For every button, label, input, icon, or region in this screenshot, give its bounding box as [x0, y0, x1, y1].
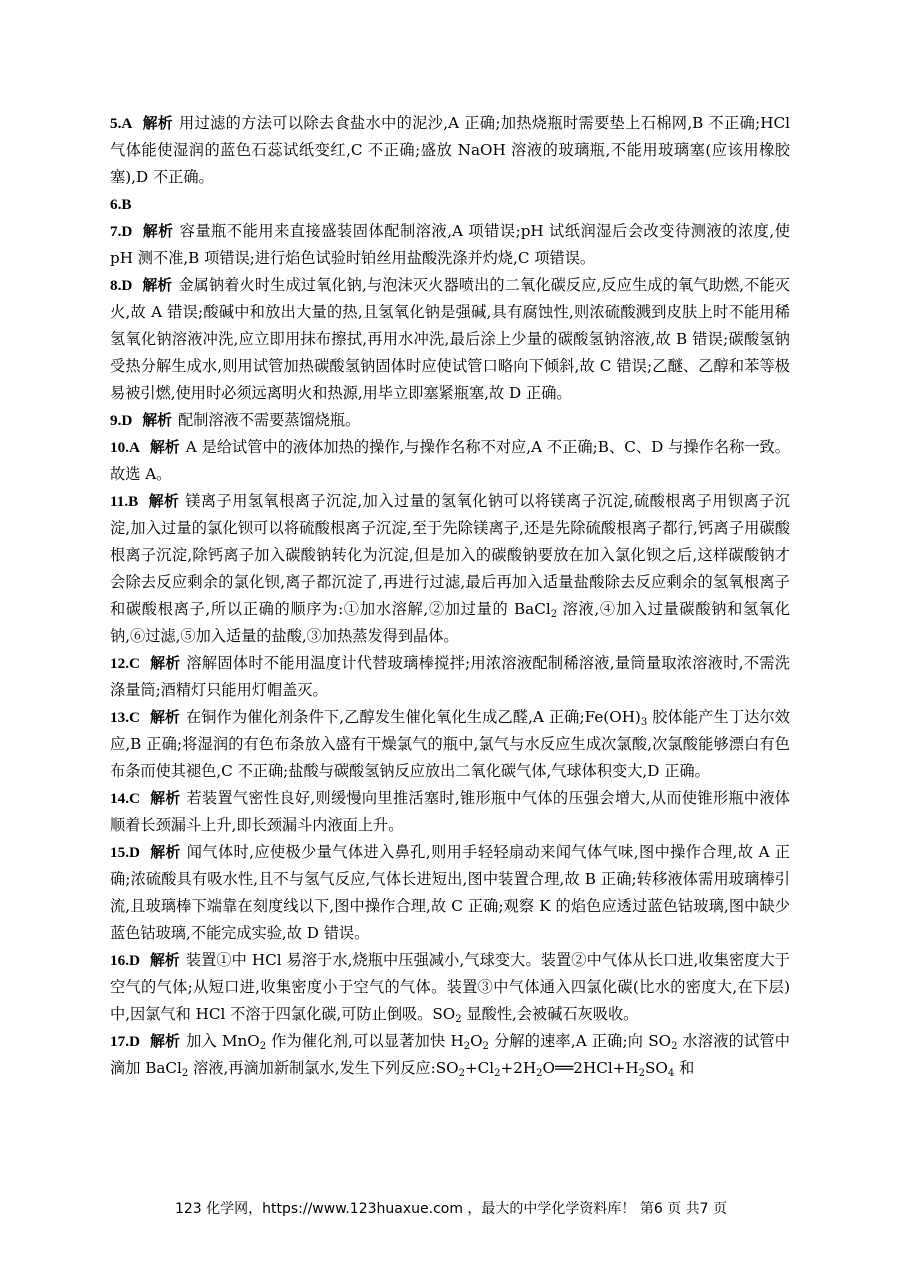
analysis-label: 解析	[148, 493, 180, 510]
subscript: 2	[638, 1068, 646, 1079]
subscript: 2	[463, 1041, 471, 1052]
page-footer	[0, 1198, 902, 1218]
subscript: 2	[671, 1041, 678, 1052]
analysis-label: 解析	[142, 115, 174, 132]
analysis-label: 解析	[149, 952, 180, 969]
answer-text: 作为催化剂,可以显著加快 H	[266, 1032, 464, 1050]
answer-8	[110, 272, 790, 407]
answer-text: 用过滤的方法可以除去食盐水中的泥沙,A 正确;加热烧瓶时需要垫上石棉网,B 不正确;HCl 气体能使湿润的蓝色石蕊试纸变红,C 不正确;盛放 NaOH 溶液的玻璃瓶,不能用玻璃塞(应该用橡胶塞),D 不正确。	[110, 114, 790, 186]
answer-number: 14.C	[110, 790, 140, 807]
answer-number: 9.D	[110, 412, 133, 429]
answer-16	[110, 947, 790, 1028]
answer-text: 配制溶液不需要蒸馏烧瓶。	[177, 411, 361, 429]
answer-text: +Cl	[464, 1059, 495, 1077]
answer-text: 溶液,④加入过量碳酸钠和氢氧化钠,⑥过滤,⑤加入适量的盐酸,③加热蒸发得到晶体。	[110, 600, 790, 645]
footer-text: 123 化学网，https://www.123huaxue.com ，最大的中学化学资料库！ 第6 页 共7 页	[174, 1201, 728, 1217]
answer-number: 5.A	[110, 115, 133, 132]
analysis-label: 解析	[149, 790, 181, 807]
analysis-label: 解析	[142, 412, 172, 429]
analysis-label: 解析	[149, 1033, 181, 1050]
answer-17	[110, 1028, 790, 1082]
answer-10	[110, 434, 790, 488]
analysis-label: 解析	[149, 709, 180, 726]
answer-text: 若装置气密性良好,则缓慢向里推活塞时,锥形瓶中气体的压强会增大,从而使锥形瓶中液体顺着长颈漏斗上升,即长颈漏斗内液面上升。	[110, 789, 790, 834]
answer-text: 溶液,再滴加新制氯水,发生下列反应:SO	[188, 1059, 459, 1077]
answer-14	[110, 785, 790, 839]
answer-text: O	[470, 1032, 483, 1050]
answer-text: 和	[674, 1059, 695, 1077]
subscript: 2	[494, 1068, 501, 1079]
answer-6	[110, 191, 790, 218]
subscript: 2	[455, 1014, 462, 1025]
subscript: 4	[667, 1068, 675, 1079]
answer-text: 水溶液的试管中滴加 BaCl	[110, 1032, 790, 1077]
answer-number: 12.C	[110, 655, 140, 672]
answer-text: 金属钠着火时生成过氧化钠,与泡沫灭火器喷出的二氧化碳反应,反应生成的氧气助燃,不能灭火,故 A 错误;酸碱中和放出大量的热,且氢氧化钠是强碱,具有腐蚀性,则浓硫酸溅到皮肤上时不能用稀氢氧化钠溶液冲洗,应立即用抹布擦拭,再用水冲洗,最后涂上少量的碳酸氢钠溶液,故 B 错误;碳酸氢钠受热分解生成水,则用试管加热碳酸氢钠固体时应使试管口略向下倾斜,故 C 错误;乙醚、乙醇和苯等极易被引燃,使用时必须远离明火和热源,用毕立即塞紧瓶塞,故 D 正确。	[110, 276, 790, 402]
subscript: 2	[458, 1068, 465, 1079]
answer-text: 镁离子用氢氧根离子沉淀,加入过量的氢氧化钠可以将镁离子沉淀,硫酸根离子用钡离子沉淀,加入过量的氯化钡可以将硫酸根离子沉淀,至于先除镁离子,还是先除硫酸根离子都行,钙离子用碳酸根离子沉淀,除钙离子加入碳酸钠转化为沉淀,但是加入的碳酸钠要放在加入氯化钡之后,这样碳酸钠才会除去反应剩余的氯化钡,离子都沉淀了,再进行过滤,最后再加入适量盐酸除去反应剩余的氢氧根离子和碳酸根离子,所以正确的顺序为:①加水溶解,②加过量的 BaCl	[110, 492, 790, 618]
subscript: 2	[181, 1068, 189, 1079]
subscript: 2	[482, 1041, 489, 1052]
answer-number: 7.D	[110, 223, 133, 240]
answer-text: O══2HCl+H	[542, 1059, 639, 1077]
subscript: 2	[259, 1041, 267, 1052]
answer-5	[110, 110, 790, 191]
answer-number: 10.A	[110, 439, 140, 456]
answer-11	[110, 488, 790, 650]
subscript: 2	[536, 1068, 543, 1079]
answer-text: 装置①中 HCl 易溶于水,烧瓶中压强减小,气球变大。装置②中气体从长口进,收集密度大于空气的气体;从短口进,收集密度小于空气的气体。装置③中气体通入四氯化碳(比水的密度大,在下层)中,因氯气和 HCl 不溶于四氯化碳,可防止倒吸。SO	[110, 951, 790, 1023]
answer-number: 16.D	[110, 952, 140, 969]
analysis-label: 解析	[149, 844, 181, 861]
answer-number: 13.C	[110, 709, 140, 726]
answer-text: 显酸性,会被碱石灰吸收。	[461, 1005, 639, 1023]
answer-text: 溶解固体时不能用温度计代替玻璃棒搅拌;用浓溶液配制稀溶液,量筒量取浓溶液时,不需洗涤量筒;酒精灯只能用灯帽盖灭。	[110, 654, 790, 699]
subscript: 3	[640, 717, 648, 728]
answer-text: +2H	[500, 1059, 537, 1077]
answer-text: 闻气体时,应使极少量气体进入鼻孔,则用手轻轻扇动来闻气体气味,图中操作合理,故 A 正确;浓硫酸具有吸水性,且不与氢气反应,气体长进短出,图中装置合理,故 B 正确;转移液体需用玻璃棒引流,且玻璃棒下端靠在刻度线以下,图中操作合理,故 C 正确;观察 K 的焰色应透过蓝色钴玻璃,图中缺少蓝色钴玻璃,不能完成实验,故 D 错误。	[110, 843, 790, 942]
analysis-label: 解析	[149, 655, 181, 672]
analysis-label: 解析	[142, 277, 173, 294]
answer-text: 加入 MnO	[186, 1032, 260, 1050]
answer-number: 11.B	[110, 493, 139, 510]
answer-number: 8.D	[110, 277, 133, 294]
answer-text: 在铜作为催化剂条件下,乙醇发生催化氧化生成乙醛,A 正确;Fe(OH)	[185, 708, 641, 726]
answer-text: 分解的速率,A 正确;向 SO	[488, 1032, 672, 1050]
answer-text: A 是给试管中的液体加热的操作,与操作名称不对应,A 不正确;B、C、D 与操作名称一致。故选 A。	[110, 438, 790, 483]
answer-text: SO	[645, 1059, 668, 1077]
answer-text: 胶体能产生丁达尔效应,B 正确;将湿润的有色布条放入盛有干燥氯气的瓶中,氯气与水反应生成次氯酸,次氯酸能够漂白有色布条而使其褪色,C 不正确;盐酸与碳酸氢钠反应放出二氧化碳气体,气球体积变大,D 正确。	[110, 708, 790, 780]
subscript: 2	[550, 609, 558, 620]
answer-15	[110, 839, 790, 947]
analysis-label: 解析	[149, 439, 180, 456]
analysis-label: 解析	[142, 223, 174, 240]
answer-7	[110, 218, 790, 272]
answer-12	[110, 650, 790, 704]
answer-number: 15.D	[110, 844, 140, 861]
answer-list	[110, 110, 790, 1082]
answer-text: 容量瓶不能用来直接盛装固体配制溶液,A 项错误;pH 试纸润湿后会改变待测液的浓度,使 pH 测不准,B 项错误;进行焰色试验时铂丝用盐酸洗涤并灼烧,C 项错误。	[110, 222, 790, 267]
answer-number: 17.D	[110, 1033, 140, 1050]
answer-13	[110, 704, 790, 785]
answer-number: 6.B	[110, 196, 132, 213]
answer-9	[110, 407, 790, 434]
